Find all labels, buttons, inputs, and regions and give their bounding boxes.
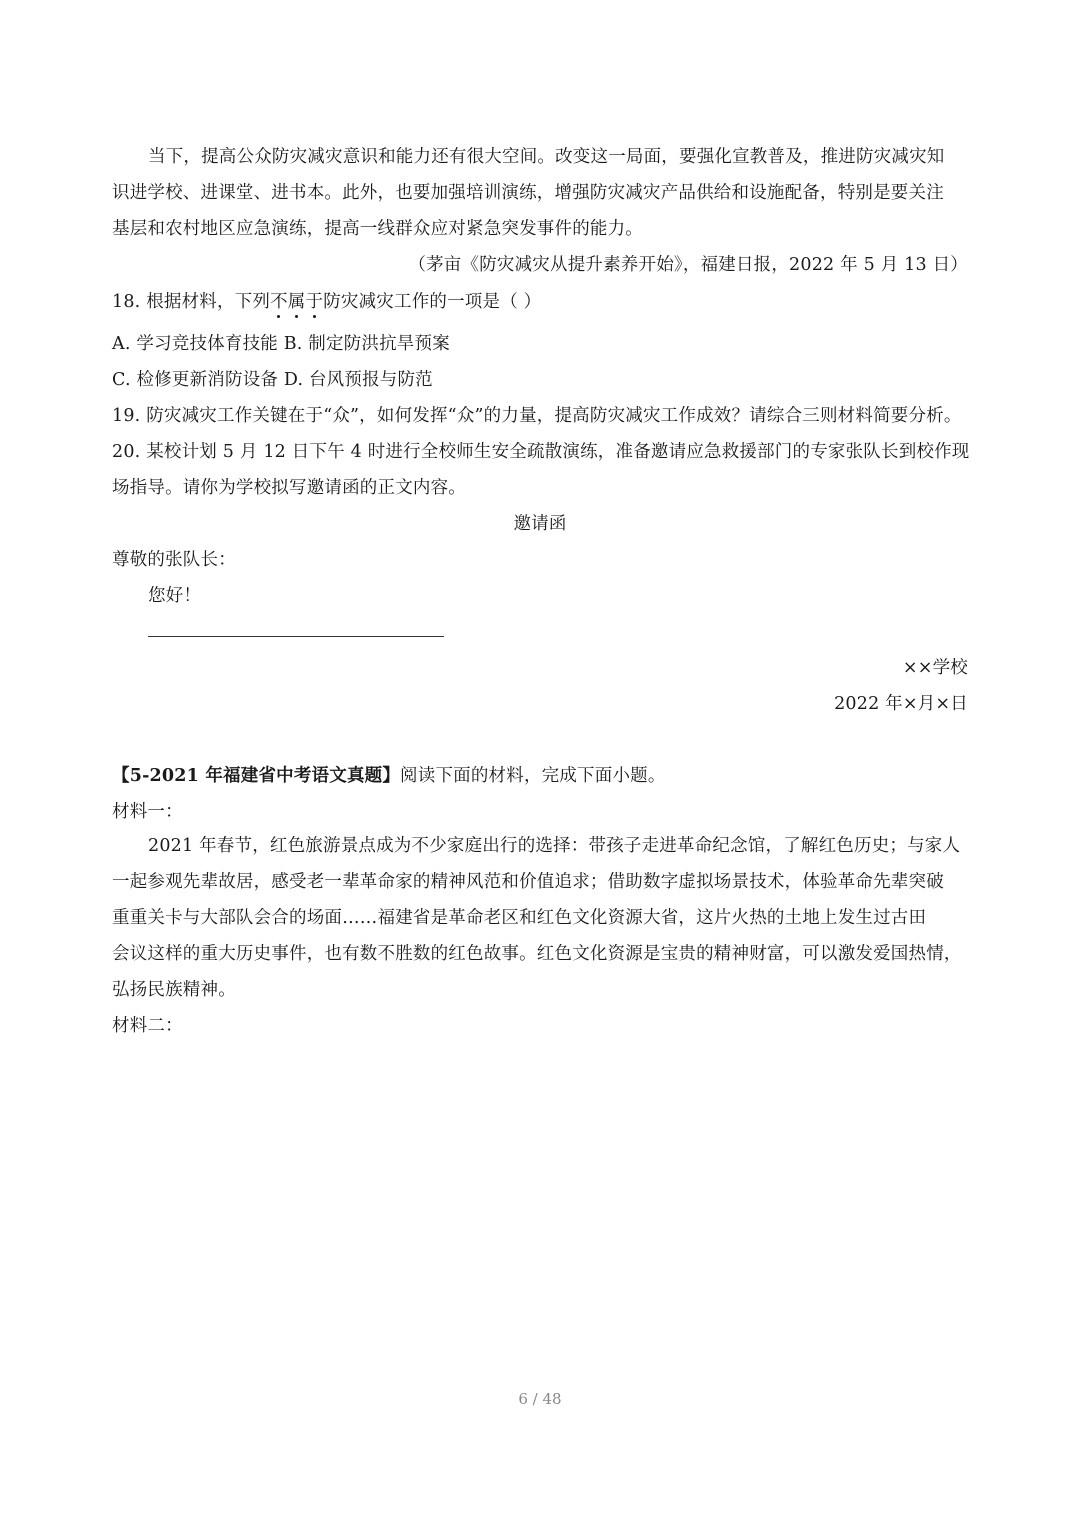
source-citation: （茅亩《防灾减灾从提升素养开始》，福建日报，2022 年 5 月 13 日）: [408, 255, 968, 275]
paragraph-line: 基层和农村地区应急演练，提高一线群众应对紧急突发事件的能力。: [112, 219, 643, 239]
material-1-label: 材料一：: [112, 802, 183, 822]
section-5-header: [112, 762, 972, 787]
material-2-label: 材料二：: [112, 1016, 183, 1036]
paragraph-line: 识进学校、进课堂、进书本。此外，也要加强培训演练，增强防灾减灾产品供给和设施配备，特别是要关注: [112, 183, 944, 203]
paragraph-line: 重重关卡与大部队会合的场面……福建省是革命老区和红色文化资源大省，这片火热的土地上发生过古田: [112, 908, 927, 928]
paragraph-line: 弘扬民族精神。: [112, 980, 236, 1000]
question-20-line: 场指导。请你为学校拟写邀请函的正文内容。: [112, 478, 466, 498]
letter-title: 邀请函: [513, 514, 567, 534]
question-18: [112, 288, 972, 313]
emphasis-char: 于: [305, 292, 324, 312]
paragraph-line: 一起参观先辈故居，感受老一辈革命家的精神风范和价值追求；借助数字虚拟场景技术，体验革命先辈突破: [112, 872, 944, 892]
letter-greeting: 您好！: [148, 586, 202, 606]
question-18-suffix: 防灾减灾工作的一项是（ ）: [323, 292, 542, 312]
paragraph-line: 2021 年春节，红色旅游景点成为不少家庭出行的选择：带孩子走进革命纪念馆，了解红色历史；与家人: [148, 836, 961, 856]
letter-salutation: 尊敬的张队长：: [112, 550, 236, 570]
section-5-instruction: 阅读下面的材料，完成下面小题。: [400, 766, 666, 786]
question-18-options-cd: C. 检修更新消防设备 D. 台风预报与防范: [112, 370, 433, 390]
answer-blank-line: [148, 636, 444, 637]
page-number: 6 / 48: [518, 1390, 562, 1408]
emphasis-char: 不: [270, 292, 288, 312]
paragraph-line: 会议这样的重大历史事件，也有数不胜数的红色故事。红色文化资源是宝贵的精神财富，可以激发爱国热情，: [112, 944, 962, 964]
question-18-options-ab: A. 学习竞技体育技能 B. 制定防洪抗旱预案: [112, 334, 450, 354]
letter-date: 2022 年×月×日: [834, 694, 968, 714]
emphasis-char: 属: [287, 292, 306, 312]
section-5-heading: 【5-2021 年福建省中考语文真题】: [112, 766, 401, 786]
question-19: 19. 防灾减灾工作关键在于“众”，如何发挥“众”的力量，提高防灾减灾工作成效？请综合三则材料简要分析。: [112, 406, 962, 426]
question-20-line: 20. 某校计划 5 月 12 日下午 4 时进行全校师生安全疏散演练，准备邀请应急救援部门的专家张队长到校作现: [112, 442, 970, 462]
paragraph-line: 当下，提高公众防灾减灾意识和能力还有很大空间。改变这一局面，要强化宣教普及，推进防灾减灾知: [148, 147, 945, 167]
letter-signature: ××学校: [902, 658, 968, 678]
question-18-prefix: 18. 根据材料，下列: [112, 292, 271, 312]
